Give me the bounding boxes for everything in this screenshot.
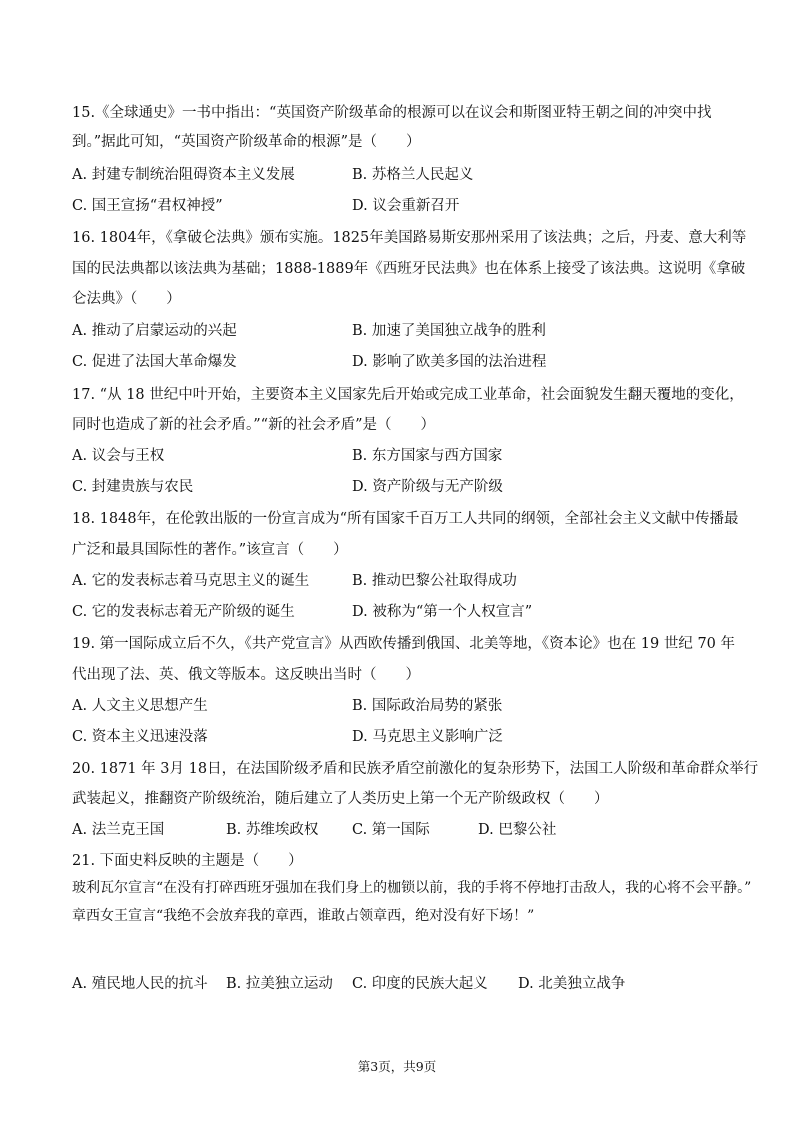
q18-option-a: A. 它的发表标志着马克思主义的诞生	[72, 573, 310, 589]
q17-option-c: C. 封建贵族与农民	[72, 479, 194, 495]
q15-option-d: D. 议会重新召开	[352, 198, 460, 214]
q18-stem-line1: 18. 1848年，在伦敦出版的一份宣言成为“所有国家千百万工人共同的纲领，全部社会主义文献中传播最	[72, 511, 739, 527]
q15-stem-line1: 15.《全球通史》一书中指出：“英国资产阶级革命的根源可以在议会和斯图亚特王朝之间的冲突中找	[72, 105, 712, 121]
q19-option-d: D. 马克思主义影响广泛	[352, 729, 503, 745]
q16-option-a: A. 推动了启蒙运动的兴起	[72, 323, 237, 339]
q15-option-b: B. 苏格兰人民起义	[352, 167, 474, 183]
q19-stem-line2: 代出现了法、英、俄文等版本。这反映出当时（ ）	[72, 667, 420, 683]
q18-option-b: B. 推动巴黎公社取得成功	[352, 573, 517, 589]
q21-option-d: D. 北美独立战争	[518, 976, 626, 992]
q15-option-c: C. 国王宣扬“君权神授”	[72, 198, 223, 214]
q17-option-b: B. 东方国家与西方国家	[352, 448, 503, 464]
q15-stem-line2: 到。”据此可知，“英国资产阶级革命的根源”是（ ）	[72, 134, 421, 150]
q21-quote-bolivar: 玻利瓦尔宣言“在没有打碎西班牙强加在我们身上的枷锁以前，我的手将不停地打击敌人，我的心将不会平静。”	[72, 880, 752, 896]
q20-stem-line2: 武装起义，推翻资产阶级统治，随后建立了人类历史上第一个无产阶级政权（ ）	[72, 791, 609, 807]
q19-option-b: B. 国际政治局势的紧张	[352, 698, 503, 714]
q21-option-a: A. 殖民地人民的抗斗	[72, 976, 208, 992]
q16-stem-line3: 仑法典》（ ）	[72, 291, 181, 307]
q21-option-b: B. 拉美独立运动	[226, 976, 333, 992]
q17-option-d: D. 资产阶级与无产阶级	[352, 479, 503, 495]
q19-option-c: C. 资本主义迅速没落	[72, 729, 208, 745]
q16-option-b: B. 加速了美国独立战争的胜利	[352, 323, 546, 339]
page-number: 第3页，共9页	[357, 1059, 437, 1074]
q20-option-a: A. 法兰克王国	[72, 822, 165, 838]
q18-option-d: D. 被称为“第一个人权宣言”	[352, 604, 533, 620]
q18-option-c: C. 它的发表标志着无产阶级的诞生	[72, 604, 295, 620]
q20-option-b: B. 苏维埃政权	[226, 822, 319, 838]
q16-option-d: D. 影响了欧美多国的法治进程	[352, 354, 547, 370]
q18-stem-line2: 广泛和最具国际性的著作。”该宣言（ ）	[72, 542, 348, 558]
q20-option-c: C. 第一国际	[352, 822, 430, 838]
q16-option-c: C. 促进了法国大革命爆发	[72, 354, 237, 370]
q20-stem-line1: 20. 1871 年 3月 18日，在法国阶级矛盾和民族矛盾空前激化的复杂形势下，法国工人阶级和革命群众举行	[72, 761, 759, 777]
q19-stem-line1: 19. 第一国际成立后不久，《共产党宣言》从西欧传播到俄国、北美等地，《资本论》也在 19 世纪 70 年	[72, 636, 736, 652]
q16-stem-line1: 16. 1804年，《拿破仑法典》颁布实施。1825年美国路易斯安那州采用了该法典；之后，丹麦、意大利等	[72, 230, 747, 246]
q20-option-d: D. 巴黎公社	[478, 822, 557, 838]
q21-quote-jhansi: 章西女王宣言“我绝不会放弃我的章西，谁敢占领章西，绝对没有好下场！”	[72, 908, 535, 924]
q17-option-a: A. 议会与王权	[72, 448, 165, 464]
q17-stem-line2: 同时也造成了新的社会矛盾。”“新的社会矛盾”是（ ）	[72, 417, 435, 433]
q17-stem-line1: 17. “从 18 世纪中叶开始，主要资本主义国家先后开始或完成工业革命，社会面貌发生翻天覆地的变化，	[72, 387, 744, 403]
q21-stem-line1: 21. 下面史料反映的主题是（ ）	[72, 853, 303, 869]
q16-stem-line2: 国的民法典都以该法典为基础；1888-1889年《西班牙民法典》也在体系上接受了该法典。这说明《拿破	[72, 261, 746, 277]
q15-option-a: A. 封建专制统治阻碍资本主义发展	[72, 167, 295, 183]
q19-option-a: A. 人文主义思想产生	[72, 698, 208, 714]
q21-option-c: C. 印度的民族大起义	[352, 976, 488, 992]
